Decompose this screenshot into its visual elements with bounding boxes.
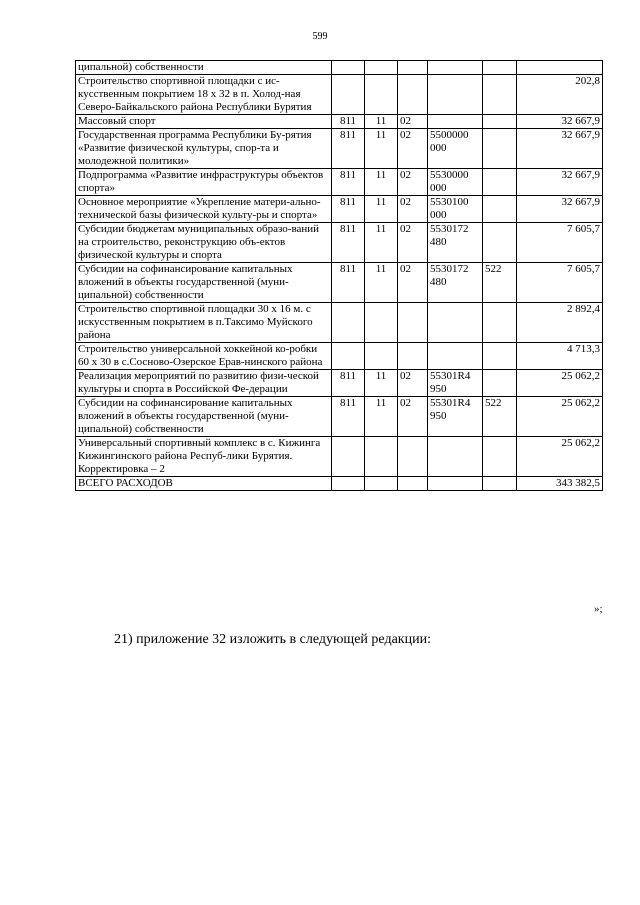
cell-pr — [398, 75, 428, 115]
cell-cs — [428, 343, 483, 370]
table-row — [76, 75, 603, 115]
cell-sum: 7 605,7 — [517, 263, 603, 303]
cell-rz: 11 — [365, 223, 398, 263]
cell-vr — [483, 129, 517, 169]
cell-vr — [483, 75, 517, 115]
budget-table — [75, 60, 603, 491]
table-row — [76, 115, 603, 129]
cell-vr — [483, 370, 517, 397]
cell-pr — [398, 437, 428, 477]
cell-rz: 11 — [365, 169, 398, 196]
cell-cs — [428, 437, 483, 477]
cell-rz: 11 — [365, 196, 398, 223]
closing-quote: »; — [594, 603, 603, 615]
cell-sum: 202,8 — [517, 75, 603, 115]
cell-ved: 811 — [332, 196, 365, 223]
cell-cs: 5530100 000 — [428, 196, 483, 223]
cell-vr — [483, 115, 517, 129]
cell-sum: 2 892,4 — [517, 303, 603, 343]
cell-pr: 02 — [398, 397, 428, 437]
cell-pr — [398, 61, 428, 75]
cell-sum: 4 713,3 — [517, 343, 603, 370]
cell-vr — [483, 61, 517, 75]
cell-name: Субсидии бюджетам муниципальных образо-ваний на строительство, реконструкцию объ-ектов физической культуры и спорта — [76, 223, 332, 263]
cell-ved: 811 — [332, 169, 365, 196]
cell-ved — [332, 61, 365, 75]
cell-pr — [398, 343, 428, 370]
cell-rz — [365, 75, 398, 115]
cell-vr — [483, 343, 517, 370]
cell-name: ципальной) собственности — [76, 61, 332, 75]
cell-cs — [428, 477, 483, 491]
cell-rz: 11 — [365, 397, 398, 437]
cell-rz — [365, 61, 398, 75]
cell-pr: 02 — [398, 223, 428, 263]
cell-ved — [332, 343, 365, 370]
cell-sum — [517, 61, 603, 75]
table-row — [76, 223, 603, 263]
cell-sum: 32 667,9 — [517, 169, 603, 196]
cell-pr: 02 — [398, 129, 428, 169]
table-row — [76, 169, 603, 196]
cell-name: Универсальный спортивный комплекс в с. Кижинга Кижингинского района Респуб-лики Бурятия. Корректировка – 2 — [76, 437, 332, 477]
cell-name: Строительство спортивной площадки 30 х 16 м. с искусственным покрытием в п.Таксимо Муйского района — [76, 303, 332, 343]
cell-pr — [398, 477, 428, 491]
cell-rz — [365, 303, 398, 343]
table-row — [76, 196, 603, 223]
cell-rz: 11 — [365, 263, 398, 303]
cell-ved: 811 — [332, 115, 365, 129]
cell-cs: 55301R4 950 — [428, 370, 483, 397]
cell-name: ВСЕГО РАСХОДОВ — [76, 477, 332, 491]
cell-name: Реализация мероприятий по развитию физи-ческой культуры и спорта в Российской Фе-дерации — [76, 370, 332, 397]
cell-vr: 522 — [483, 397, 517, 437]
cell-rz: 11 — [365, 129, 398, 169]
cell-cs — [428, 75, 483, 115]
cell-sum: 32 667,9 — [517, 129, 603, 169]
cell-name: Массовый спорт — [76, 115, 332, 129]
cell-sum: 32 667,9 — [517, 196, 603, 223]
cell-pr: 02 — [398, 169, 428, 196]
cell-rz — [365, 437, 398, 477]
cell-name: Основное мероприятие «Укрепление матери-ально-технической базы физической культу-ры и спорта» — [76, 196, 332, 223]
page-number: 599 — [312, 31, 328, 42]
cell-pr — [398, 303, 428, 343]
cell-pr: 02 — [398, 196, 428, 223]
table-row — [76, 129, 603, 169]
cell-sum: 32 667,9 — [517, 115, 603, 129]
table-row — [76, 343, 603, 370]
amendment-instruction: 21) приложение 32 изложить в следующей редакции: — [114, 632, 431, 647]
cell-ved — [332, 477, 365, 491]
cell-sum: 343 382,5 — [517, 477, 603, 491]
cell-sum: 25 062,2 — [517, 397, 603, 437]
cell-rz: 11 — [365, 370, 398, 397]
cell-name: Строительство универсальной хоккейной ко-робки 60 х 30 в с.Сосново-Озерское Ерав-нинского района — [76, 343, 332, 370]
cell-vr — [483, 303, 517, 343]
cell-cs — [428, 115, 483, 129]
cell-ved: 811 — [332, 370, 365, 397]
cell-name: Государственная программа Республики Бу-рятия «Развитие физической культуры, спор-та и молодежной политики» — [76, 129, 332, 169]
table-row — [76, 61, 603, 75]
cell-vr — [483, 223, 517, 263]
cell-ved: 811 — [332, 397, 365, 437]
cell-sum: 7 605,7 — [517, 223, 603, 263]
cell-ved: 811 — [332, 263, 365, 303]
cell-ved: 811 — [332, 129, 365, 169]
cell-name: Субсидии на софинансирование капитальных вложений в объекты государственной (муни-ципальной) собственности — [76, 397, 332, 437]
table-row — [76, 263, 603, 303]
cell-cs — [428, 61, 483, 75]
cell-vr: 522 — [483, 263, 517, 303]
cell-vr — [483, 437, 517, 477]
cell-cs — [428, 303, 483, 343]
cell-cs: 5530000 000 — [428, 169, 483, 196]
budget-table-body — [76, 61, 603, 491]
cell-cs: 5530172 480 — [428, 263, 483, 303]
cell-cs: 5530172 480 — [428, 223, 483, 263]
cell-name: Субсидии на софинансирование капитальных вложений в объекты государственной (муни-ципальной) собственности — [76, 263, 332, 303]
cell-name: Строительство спортивной площадки с ис-кусственным покрытием 18 х 32 в п. Холод-ная Северо-Байкальского района Республики Бурятия — [76, 75, 332, 115]
cell-cs: 55301R4 950 — [428, 397, 483, 437]
cell-ved — [332, 75, 365, 115]
cell-vr — [483, 477, 517, 491]
cell-sum: 25 062,2 — [517, 370, 603, 397]
table-row — [76, 437, 603, 477]
cell-ved — [332, 303, 365, 343]
table-row — [76, 303, 603, 343]
table-row — [76, 397, 603, 437]
cell-vr — [483, 196, 517, 223]
cell-ved: 811 — [332, 223, 365, 263]
cell-rz: 11 — [365, 115, 398, 129]
cell-rz — [365, 477, 398, 491]
cell-rz — [365, 343, 398, 370]
table-row — [76, 370, 603, 397]
cell-name: Подпрограмма «Развитие инфраструктуры объектов спорта» — [76, 169, 332, 196]
cell-sum: 25 062,2 — [517, 437, 603, 477]
cell-cs: 5500000 000 — [428, 129, 483, 169]
cell-ved — [332, 437, 365, 477]
table-row — [76, 477, 603, 491]
cell-pr: 02 — [398, 370, 428, 397]
cell-vr — [483, 169, 517, 196]
cell-pr: 02 — [398, 115, 428, 129]
cell-pr: 02 — [398, 263, 428, 303]
